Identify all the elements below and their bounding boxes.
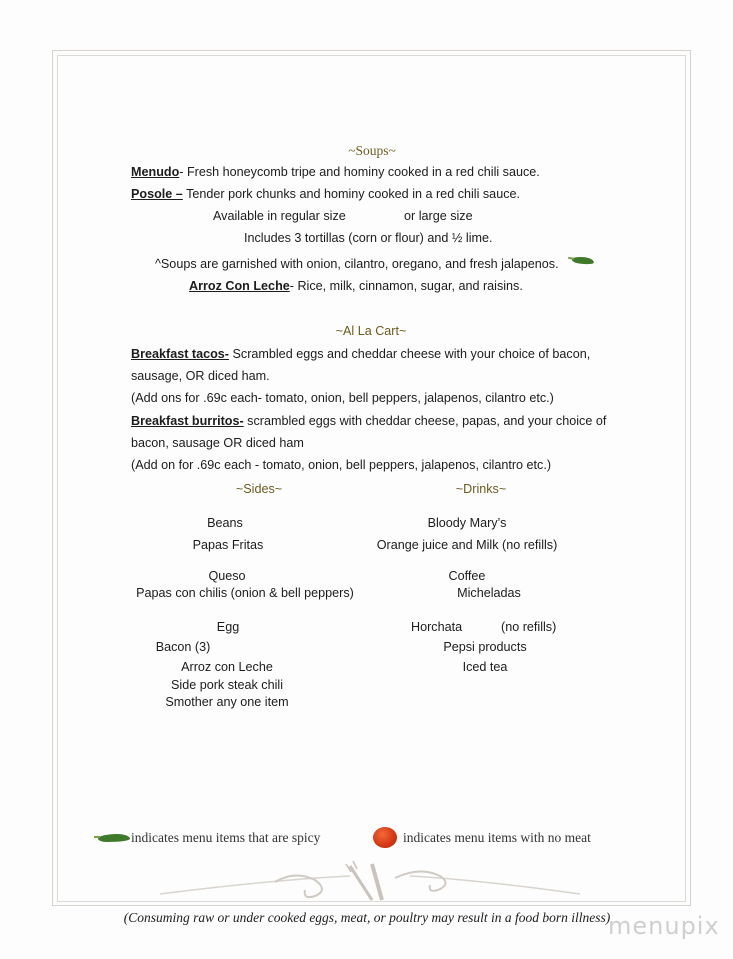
horchata-note: (no refills) (501, 620, 557, 634)
tacos-line2: sausage, OR diced ham. (131, 369, 270, 383)
side-item: Papas Fritas (192, 538, 264, 552)
legend-no-meat: indicates menu items with no meat (403, 830, 591, 845)
side-item: Smother any one item (165, 695, 289, 709)
tacos-addons: (Add ons for .69c each- tomato, onion, bell peppers, jalapenos, cilantro etc.) (131, 391, 554, 405)
drink-item: Pepsi products (443, 640, 527, 654)
side-item: Side pork steak chili (171, 678, 283, 692)
fork-knife-flourish-icon (150, 858, 590, 903)
side-item: Queso (208, 569, 246, 583)
arroz-name: Arroz Con Leche (189, 279, 290, 293)
sides-heading: ~Sides~ (235, 482, 283, 496)
side-item: Papas con chilis (onion & bell peppers) (136, 586, 354, 600)
legend-spicy: indicates menu items that are spicy (131, 830, 321, 845)
side-item: Egg (216, 620, 240, 634)
drink-item: Bloody Mary’s (427, 516, 507, 530)
side-item: Arroz con Leche (181, 660, 273, 674)
burritos-name: Breakfast burritos- (131, 414, 244, 428)
tomato-icon (373, 827, 397, 848)
tacos-line1 (131, 346, 590, 362)
size-large: or large size (404, 209, 473, 223)
garnish-note: ^Soups are garnished with onion, cilantro, oregano, and fresh jalapenos. (155, 257, 559, 271)
posole-desc: Tender pork chunks and hominy cooked in a red chili sauce. (182, 187, 520, 201)
menudo-desc: - Fresh honeycomb tripe and hominy cooked in a red chili sauce. (179, 165, 540, 179)
posole-name: Posole – (131, 187, 183, 201)
tacos-name: Breakfast tacos- (131, 347, 229, 361)
menudo-item (131, 164, 540, 180)
burritos-line2: bacon, sausage OR diced ham (131, 436, 304, 450)
posole-item (131, 186, 520, 202)
side-item: Beans (207, 516, 243, 530)
al-la-cart-heading: ~Al La Cart~ (335, 324, 407, 338)
drink-item: Coffee (448, 569, 486, 583)
tacos-desc: Scrambled eggs and cheddar cheese with your choice of bacon, (229, 347, 591, 361)
size-regular: Available in regular size (213, 209, 346, 223)
burritos-line1 (131, 413, 606, 429)
drinks-heading: ~Drinks~ (455, 482, 507, 496)
drink-item: Iced tea (462, 660, 508, 674)
drink-item: Horchata (411, 620, 463, 634)
tortillas-note: Includes 3 tortillas (corn or flour) and ½ lime. (244, 231, 493, 245)
watermark: menupix (608, 912, 720, 940)
menu-frame-inner (57, 55, 686, 902)
arroz-item (189, 278, 523, 294)
soups-heading: ~Soups~ (348, 143, 396, 158)
burritos-desc: scrambled eggs with cheddar cheese, papas, and your choice of (243, 414, 607, 428)
arroz-desc: - Rice, milk, cinnamon, sugar, and raisins. (289, 279, 523, 293)
burritos-addons: (Add on for .69c each - tomato, onion, bell peppers, jalapenos, cilantro etc.) (131, 458, 552, 472)
food-safety-disclaimer: (Consuming raw or under cooked eggs, meat, or poultry may result in a food born illness) (123, 910, 611, 925)
menudo-name: Menudo (131, 165, 180, 179)
side-item: Bacon (3) (155, 640, 211, 654)
drink-item: Orange juice and Milk (no refills) (376, 538, 558, 552)
drink-item: Micheladas (457, 586, 521, 600)
